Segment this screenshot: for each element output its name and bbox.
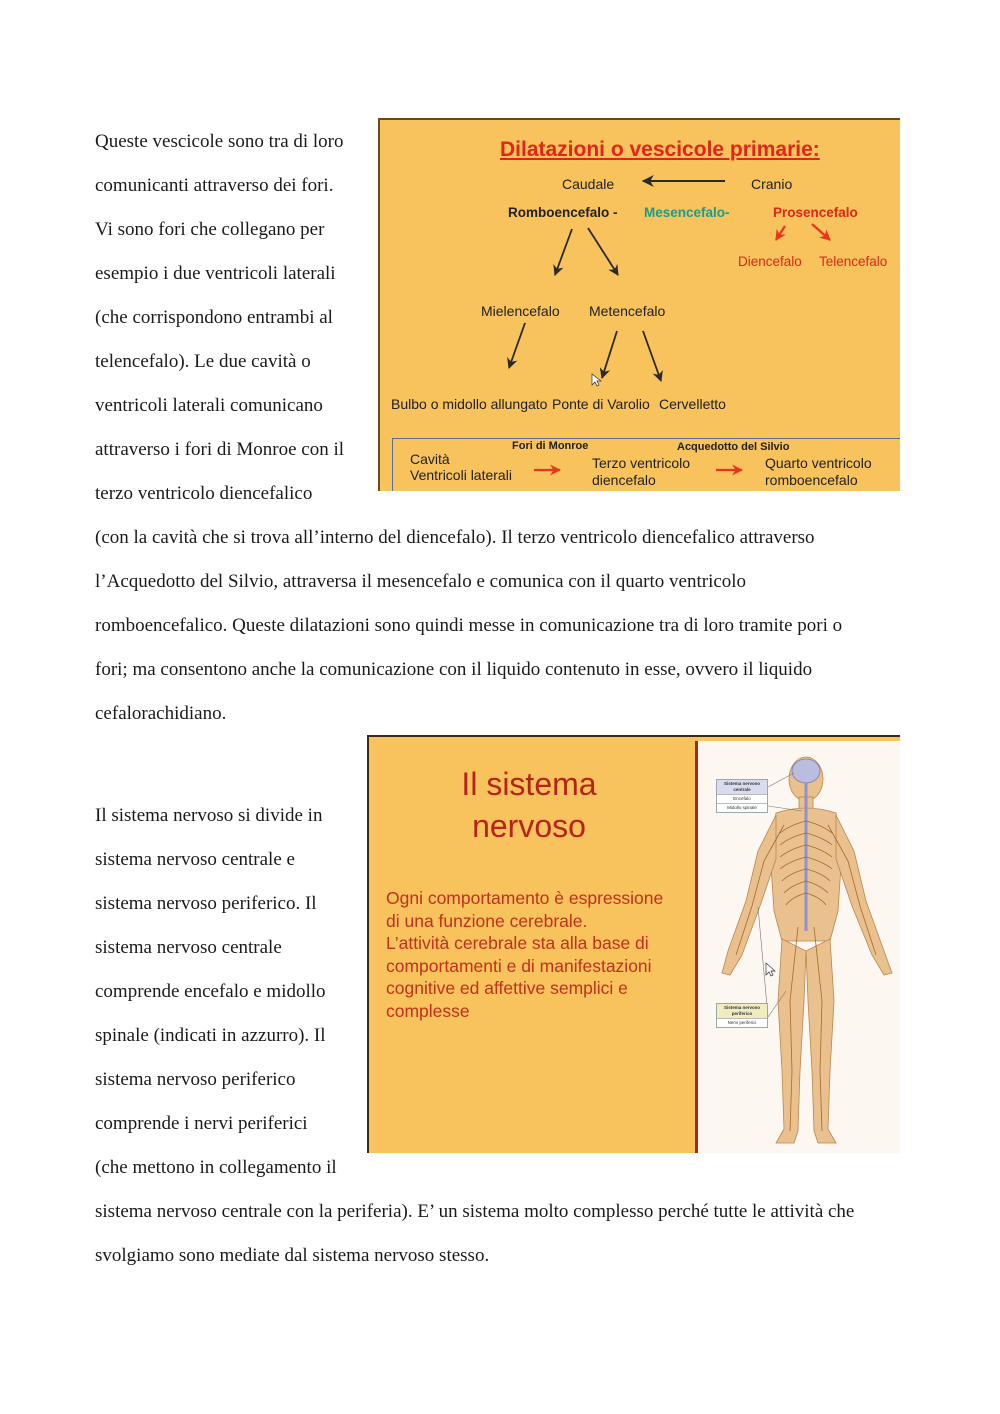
label-row: Nervi periferici [717,1018,767,1027]
mouse-cursor-icon [766,963,775,976]
body-line: Ogni comportamento è espressione [386,888,664,908]
text-line: terzo ventricolo diencefalico [95,483,313,504]
label-title: Sistema nervoso periferico [717,1004,767,1018]
text-line: cefalorachidiano. [95,703,227,724]
text-line: comunicanti attraverso dei fori. [95,175,334,196]
body-line: complesse [386,1000,470,1021]
arrows-romboencefalo [555,228,618,275]
slide-title: Il sistema nervoso [461,766,597,844]
body-line: L’attività cerebrale sta alla base di [386,933,649,954]
mouse-cursor-icon [592,374,601,386]
text-line: (che corrispondono entrambi al [95,307,333,328]
label-quarto-ventricolo: Quarto ventricolo [765,455,872,471]
label-fori-monroe: Fori di Monroe [512,440,589,452]
text-line: comprende i nervi periferici [95,1113,308,1134]
text-line: sistema nervoso centrale [95,937,282,958]
label-mielencefalo: Mielencefalo [481,303,560,319]
text-line: (che mettono in collegamento il [95,1157,337,1178]
text-line: attraverso i fori di Monroe con il [95,439,345,460]
label-cranio: Cranio [751,176,793,192]
arrows-metencefalo [602,331,661,381]
arrows-prosencefalo [776,224,830,240]
body-line: cognitive ed affettive semplici e [386,978,628,999]
text-line: spinale (indicati in azzurro). Il [95,1025,326,1046]
text-line: Il sistema nervoso si divide in [95,805,323,826]
body-line: di una funzione cerebrale. [386,910,588,931]
label-acquedotto: Acquedotto del Silvio [677,441,790,453]
text-line: telencefalo). Le due cavità o [95,351,311,372]
text-line: ventricoli laterali comunicano [95,395,323,416]
label-diencefalo: Diencefalo [738,254,802,269]
text-line: fori; ma consentono anche la comunicazione con il liquido contenuto in esse, ovvero il liquido [95,659,813,680]
label-telencefalo: Telencefalo [819,254,888,269]
label-mesencefalo: Mesencefalo- [644,205,730,220]
label-prosencefalo: Prosencefalo [773,205,858,220]
arrow-mielencefalo [509,323,525,368]
label-cervelletto: Cervelletto [659,396,726,412]
text-line: Vi sono fori che collegano per [95,219,325,240]
label-terzo-ventricolo: Terzo ventricolo [592,455,691,471]
slide-title: Dilatazioni o vescicole primarie: [500,138,820,161]
slide-primary-vesicles [378,118,900,491]
label-title: Sistema nervoso centrale [717,780,767,794]
text-line: comprende encefalo e midollo [95,981,326,1002]
label-romboencefalo: Romboencefalo - [508,205,618,220]
text-line: romboencefalico. Queste dilatazioni sono quindi messe in comunicazione tra di loro tramite pori o [95,615,843,636]
label-ponte: Ponte di Varolio [552,396,650,412]
label-row: Encefalo [717,794,767,803]
label-bulbo: Bulbo o midollo allungato [391,396,548,412]
slide-body [386,887,696,1023]
label-romboencefalo-small: romboencefalo [765,472,858,488]
label-diencefalo-small: diencefalo [592,472,656,488]
label-row: Midollo spinale [717,803,767,812]
human-nervous-system-figure [695,741,900,1153]
text-line: sistema nervoso periferico [95,1069,296,1090]
label-central-nervous-system [716,779,768,813]
text-line: sistema nervoso periferico. Il [95,893,317,914]
text-line: l’Acquedotto del Silvio, attraversa il mesencefalo e comunica con il quarto ventricolo [95,571,747,592]
label-ventricoli-laterali: Ventricoli laterali [410,467,512,483]
text-line: sistema nervoso centrale e [95,849,295,870]
label-cavita: Cavità [410,451,450,467]
text-line: sistema nervoso centrale con la periferia). E’ un sistema molto complesso perché tutte le attività che [95,1201,855,1222]
slide-nervous-system [367,735,900,1153]
text-line: svolgiamo sono mediate dal sistema nervoso stesso. [95,1245,490,1266]
label-peripheral-nervous-system [716,1003,768,1028]
label-metencefalo: Metencefalo [589,303,666,319]
label-caudale: Caudale [562,176,615,192]
body-line: comportamenti e di manifestazioni [386,955,652,976]
text-line: esempio i due ventricoli laterali [95,263,336,284]
text-line: (con la cavità che si trova all’interno del diencefalo). Il terzo ventricolo diencefalico attraverso [95,527,815,548]
text-line: Queste vescicole sono tra di loro [95,131,344,152]
